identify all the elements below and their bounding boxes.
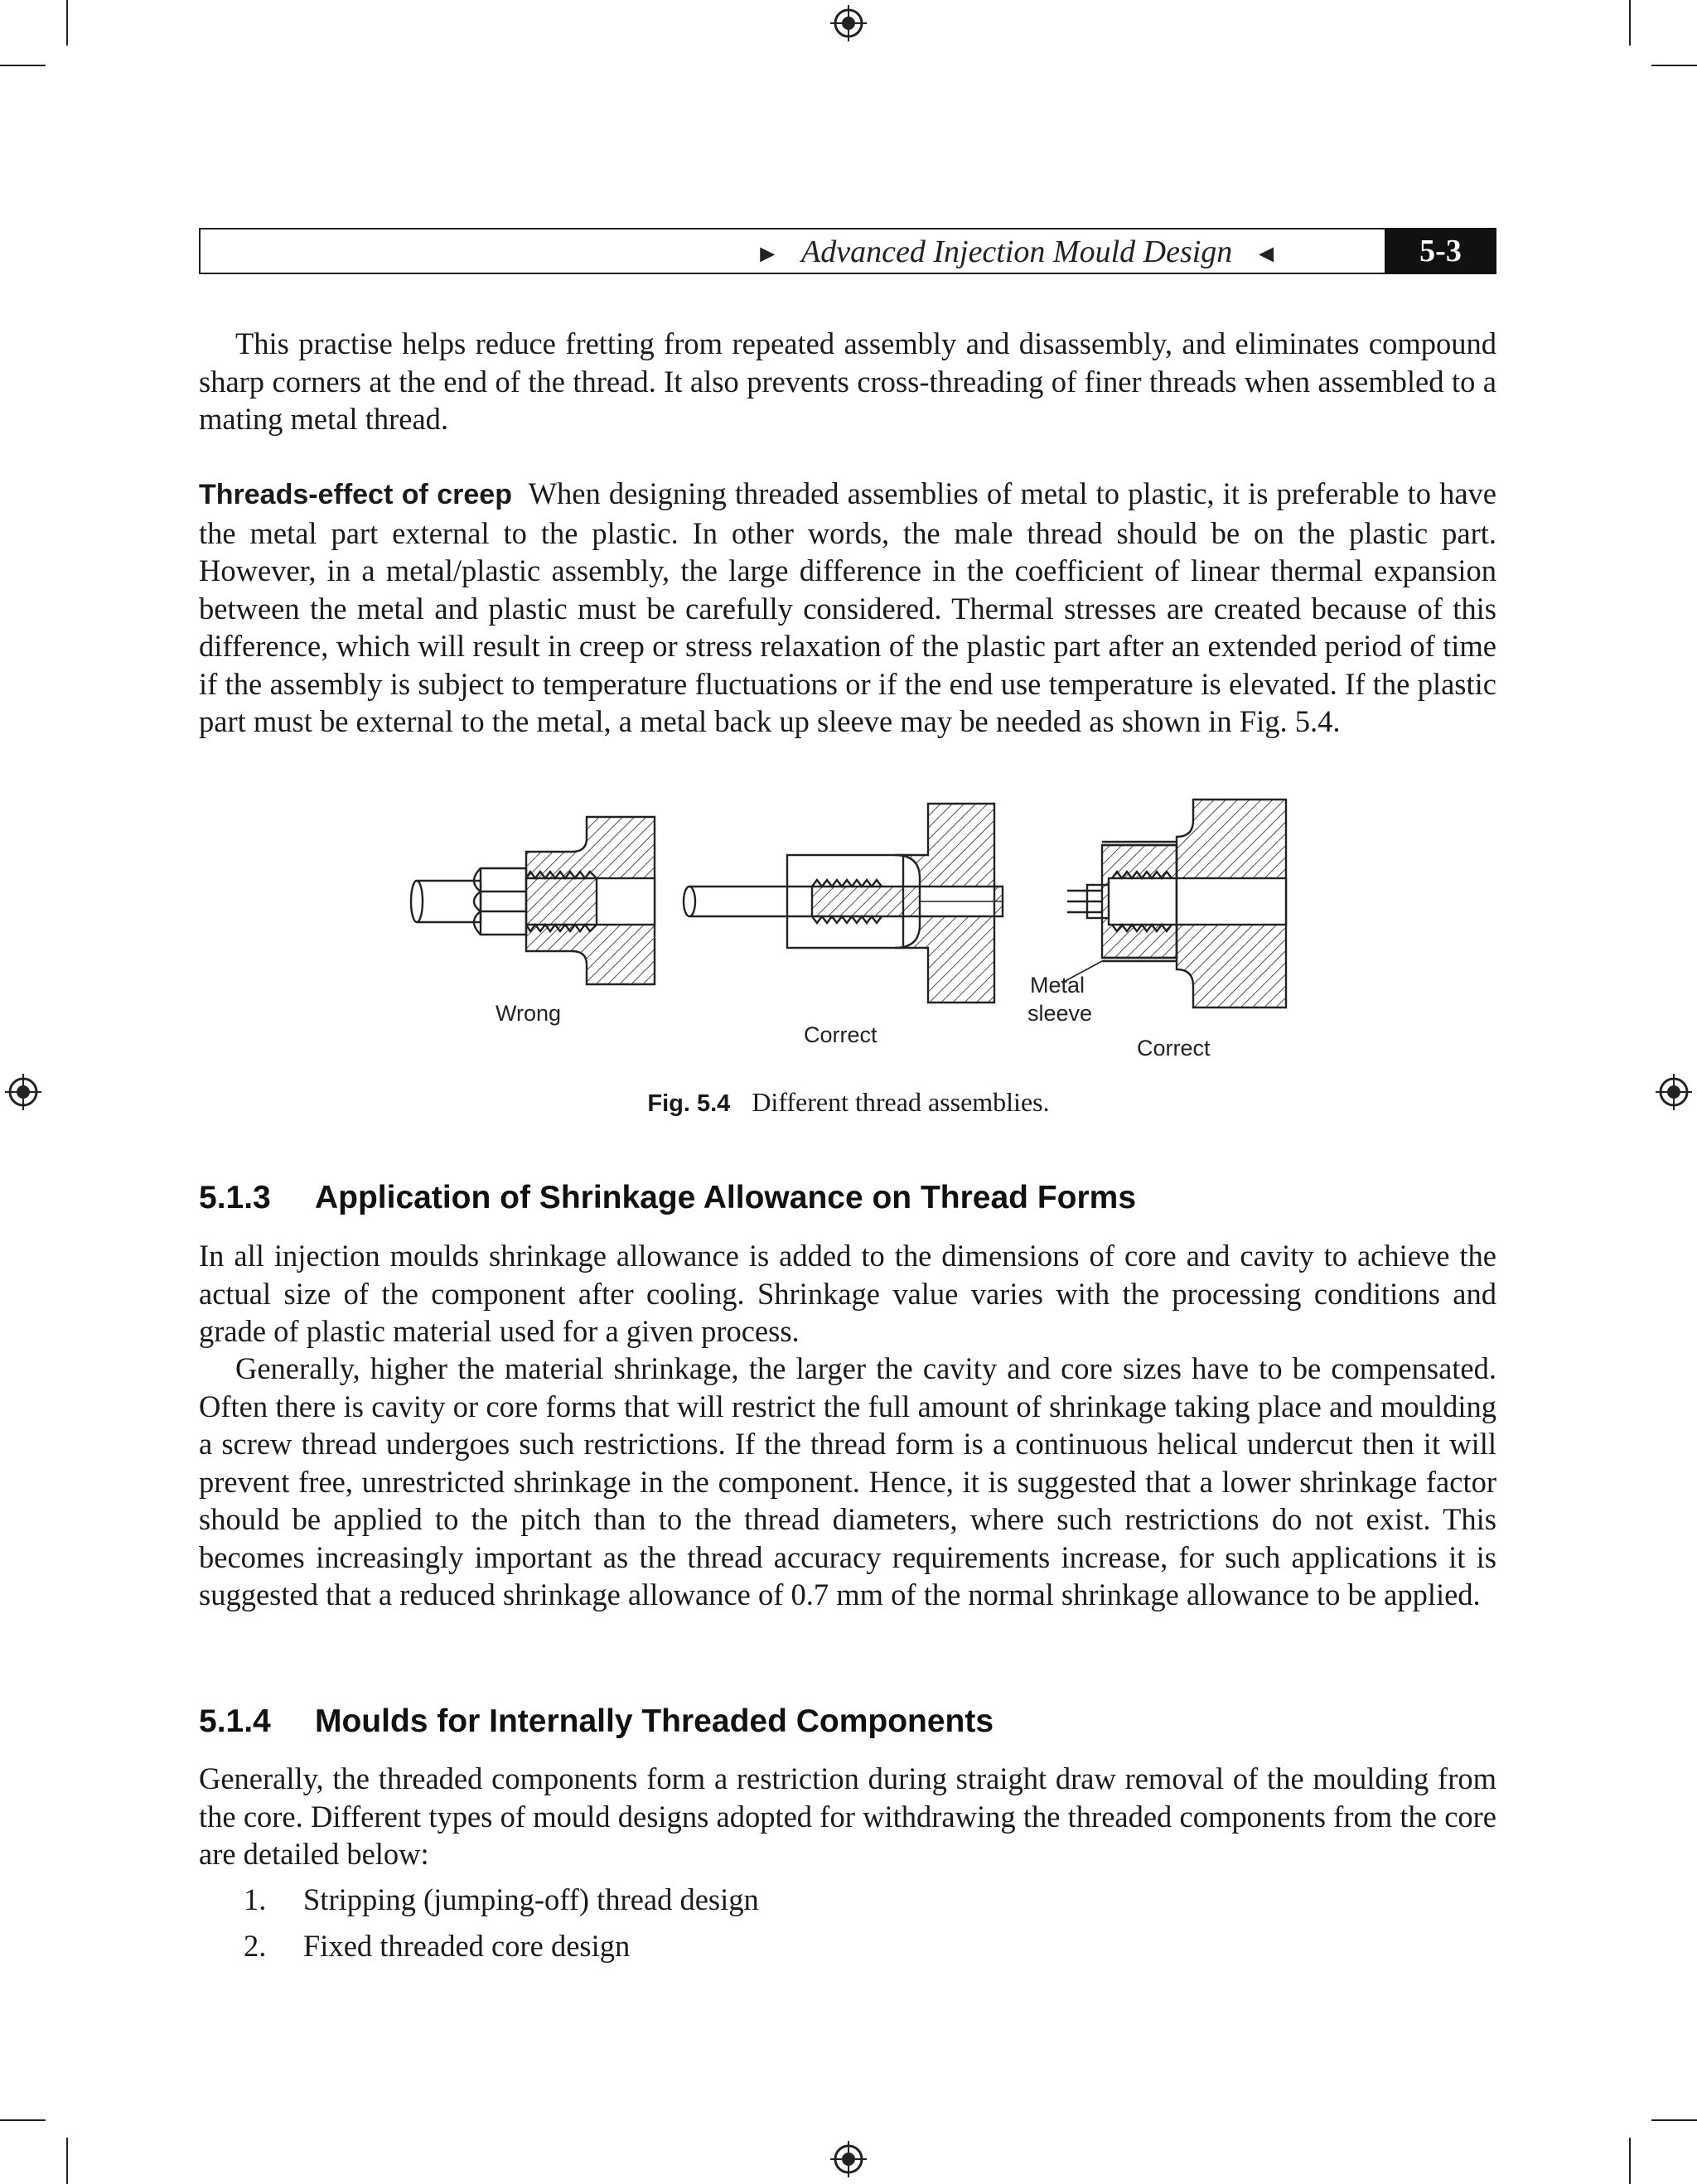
- figure-caption: [0, 1085, 1697, 1120]
- figure-label-correct: Correct: [1137, 1036, 1211, 1061]
- paragraph-text: When designing threaded assemblies of metal to plastic, it is preferable to have the metal part external to the plastic. In other words, the male thread should be on the plastic part. However, in a metal/plastic assembly, the large difference in the coefficient of linear thermal expansion between the metal and plastic must be carefully considered. Thermal stresses are created because of this difference, which will result in creep or stress relaxation of the plastic part after an extended period of time if the assembly is subject to temperature fluctuations or if the end use temperature is elevated. If the plastic part must be external to the metal, a metal back up sleeve may be needed as shown in Fig. 5.4.: [199, 476, 1496, 738]
- paragraph: [199, 1350, 1496, 1614]
- correct-assembly-drawing: [684, 804, 1003, 1003]
- list-text: Stripping (jumping-off) thread design: [303, 1882, 759, 1916]
- figure-label-sleeve: sleeve: [1027, 1001, 1093, 1026]
- paragraph-text: Generally, the threaded components form a restriction during straight draw removal of the moulding from the core. Different types of mould designs adopted for withdrawing the threaded components from the core are detailed below:: [199, 1761, 1496, 1871]
- figure-label-wrong: Wrong: [496, 1001, 562, 1026]
- crop-mark: [1651, 2119, 1697, 2121]
- section-title: Moulds for Internally Threaded Components: [315, 1703, 994, 1739]
- section-number: 5.1.3: [199, 1180, 271, 1215]
- crop-mark: [0, 65, 46, 66]
- list-number: 2.: [244, 1929, 267, 1963]
- correct-sleeve-assembly-drawing: [1062, 800, 1286, 1007]
- figure-caption-text: Different thread assemblies.: [752, 1087, 1050, 1117]
- crop-mark: [0, 2119, 46, 2121]
- run-in-heading: Threads-effect of creep: [199, 479, 512, 510]
- paragraph: [199, 325, 1496, 438]
- figure-label-correct: Correct: [804, 1022, 878, 1047]
- crop-mark: [66, 2138, 68, 2184]
- paragraph-text: Generally, higher the material shrinkage, the larger the cavity and core sizes have to be compensated. Often there is cavity or core forms that will restrict the full amount of shrinkage taking place and moulding a screw thread undergoes such restrictions. If the thread form is a continuous helical undercut then it will prevent free, unrestricted shrinkage in the component. Hence, it is suggested that a lower shrinkage factor should be applied to the pitch than to the thread diameters, where such restrictions do not exist. This becomes increasingly important as the thread accuracy requirements increase, for such applications it is suggested that a reduced shrinkage allowance of 0.7 mm of the normal shrinkage allowance to be applied.: [199, 1351, 1496, 1611]
- paragraph: [199, 1760, 1496, 1873]
- crop-mark: [1629, 2138, 1631, 2184]
- figure-label-metal: Metal: [1030, 973, 1085, 998]
- registration-mark-icon: [830, 5, 867, 41]
- registration-mark-icon: [830, 2141, 867, 2177]
- crop-mark: [66, 0, 68, 46]
- section-title: Application of Shrinkage Allowance on Thread Forms: [315, 1180, 1137, 1215]
- paragraph-text: In all injection moulds shrinkage allowance is added to the dimensions of core and cavity to achieve the actual size of the component after cooling. Shrinkage value varies with the processing conditions and grade of plastic material used for a given process.: [199, 1239, 1496, 1348]
- section-heading: [199, 1702, 994, 1742]
- list-item: [244, 1881, 759, 1918]
- paragraph: [199, 1237, 1496, 1351]
- paragraph: [199, 475, 1496, 741]
- list-text: Fixed threaded core design: [303, 1929, 631, 1963]
- wrong-assembly-drawing: [411, 817, 655, 984]
- figure-caption-label: Fig. 5.4: [647, 1090, 731, 1117]
- header-title: [733, 233, 1300, 273]
- list-number: 1.: [244, 1882, 267, 1916]
- left-pointer-icon: ◄: [1254, 240, 1279, 268]
- section-number: 5.1.4: [199, 1703, 271, 1739]
- running-header: [199, 228, 1496, 274]
- right-pointer-icon: ►: [755, 240, 781, 268]
- crop-mark: [1629, 0, 1631, 46]
- book-title: Advanced Injection Mould Design: [801, 234, 1233, 269]
- crop-mark: [1651, 65, 1697, 66]
- section-heading: [199, 1178, 1136, 1218]
- paragraph-text: This practise helps reduce fretting from repeated assembly and disassembly, and eliminates compound sharp corners at the end of the thread. It also prevents cross-threading of finer threads when assembled to a mating metal thread.: [199, 326, 1496, 436]
- list-item: [244, 1927, 630, 1964]
- page-number: 5-3: [1385, 228, 1496, 274]
